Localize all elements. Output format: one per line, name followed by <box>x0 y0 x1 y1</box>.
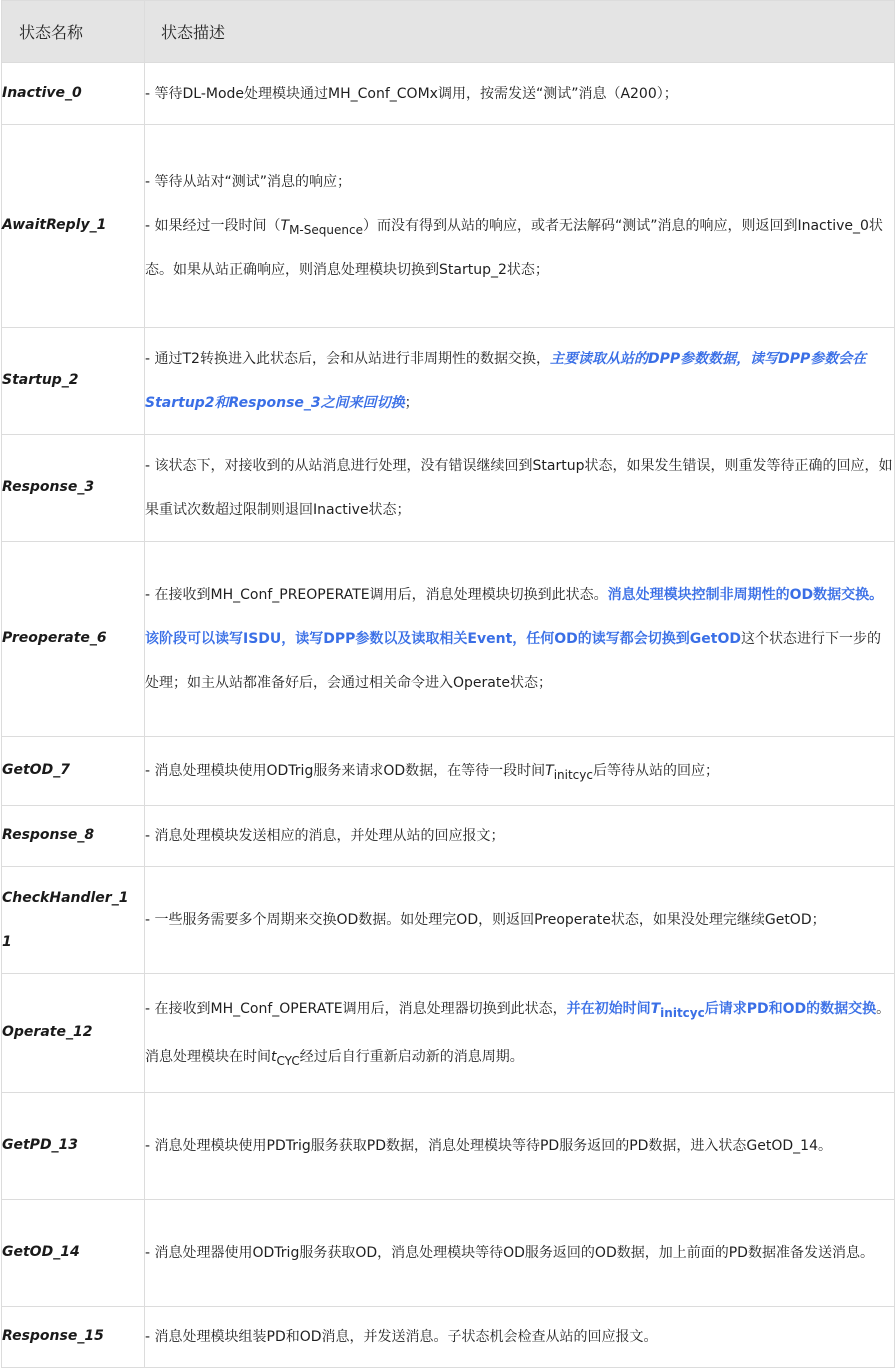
desc-text: - 如果经过一段时间（ <box>145 218 281 234</box>
state-desc: - 消息处理模块组装PD和OD消息，并发送消息。子状态机会检查从站的回应报文。 <box>145 1307 895 1368</box>
state-name: AwaitReply_1 <box>2 125 145 328</box>
table-row <box>2 542 895 737</box>
table-row <box>2 1200 895 1307</box>
subscript: M-Sequence <box>289 223 363 237</box>
desc-text: 这个状态进行下一步的处理；如主从站都准备好后，会通过相关命令进入Operate状态； <box>145 631 881 691</box>
state-name: Response_8 <box>2 806 145 867</box>
state-name: GetPD_13 <box>2 1093 145 1200</box>
state-desc <box>145 328 895 435</box>
state-desc <box>145 125 895 328</box>
state-name: GetOD_7 <box>2 737 145 806</box>
state-desc: - 等待DL-Mode处理模块通过MH_Conf_COMx调用，按需发送“测试”消息（A200）； <box>145 63 895 125</box>
state-desc <box>145 974 895 1093</box>
subscript: initcyc <box>660 1006 705 1020</box>
state-desc: - 消息处理器使用ODTrig服务获取OD，消息处理模块等待OD服务返回的OD数据，加上前面的PD数据准备发送消息。 <box>145 1200 895 1307</box>
state-desc: - 消息处理模块使用PDTrig服务获取PD数据，消息处理模块等待PD服务返回的PD数据，进入状态GetOD_14。 <box>145 1093 895 1200</box>
state-desc: - 该状态下，对接收到的从站消息进行处理，没有错误继续回到Startup状态，如果发生错误，则重发等待正确的回应，如果重试次数超过限制则退回Inactive状态； <box>145 435 895 542</box>
subscript: CYC <box>276 1054 300 1068</box>
state-name: Inactive_0 <box>2 63 145 125</box>
table-row <box>2 1093 895 1200</box>
symbol-T: T <box>650 1001 661 1017</box>
table-row <box>2 867 895 974</box>
state-desc <box>145 737 895 806</box>
state-name: Response_15 <box>2 1307 145 1368</box>
highlight-text: 消息处理模块控制非周期性的OD数据交换。该阶段可以读写ISDU，读写DPP参数以及读取相关Event，任何OD的读写都会切换到GetOD <box>145 587 884 647</box>
desc-text: 经过后自行重新启动新的消息周期。 <box>299 1049 524 1065</box>
state-name: Operate_12 <box>2 974 145 1093</box>
header-row <box>2 1 895 63</box>
state-desc <box>145 542 895 737</box>
table-row <box>2 974 895 1093</box>
desc-text: 。消息处理模块在时间 <box>145 1001 891 1065</box>
desc-text: ； <box>404 395 419 411</box>
highlight-text: 主要读取从站的DPP参数数据，读写DPP参数会在Startup2和Response_3之间来回切换 <box>145 351 867 411</box>
table-row <box>2 328 895 435</box>
table-row <box>2 63 895 125</box>
symbol-T: T <box>280 218 290 234</box>
state-desc: - 一些服务需要多个周期来交换OD数据。如处理完OD，则返回Preoperate状态，如果没处理完继续GetOD； <box>145 867 895 974</box>
symbol-T: T <box>545 763 554 779</box>
desc-text: - 消息处理模块使用ODTrig服务来请求OD数据，在等待一段时间 <box>145 763 546 779</box>
desc-text: ）而没有得到从站的响应，或者无法解码“测试”消息的响应，则返回到Inactive_0状态。如果从站正确响应，则消息处理模块切换到Startup_2状态； <box>145 218 883 278</box>
state-name: GetOD_14 <box>2 1200 145 1307</box>
desc-line: - 等待从站对“测试”消息的响应； <box>145 174 352 190</box>
table-row <box>2 125 895 328</box>
desc-line <box>145 204 894 292</box>
state-name: Response_3 <box>2 435 145 542</box>
subscript: initcyc <box>553 768 593 782</box>
highlight-part: 后请求PD和OD的数据交换 <box>704 1001 877 1017</box>
desc-text: 后等待从站的回应； <box>592 763 719 779</box>
state-table <box>1 0 895 1368</box>
state-name: Startup_2 <box>2 328 145 435</box>
state-desc: - 消息处理模块发送相应的消息，并处理从站的回应报文； <box>145 806 895 867</box>
table-row <box>2 737 895 806</box>
desc-text: - 通过T2转换进入此状态后，会和从站进行非周期性的数据交换， <box>145 351 550 367</box>
highlight-part: 并在初始时间 <box>566 1001 651 1017</box>
header-state-name: 状态名称 <box>2 1 145 63</box>
table-row <box>2 435 895 542</box>
symbol-t: t <box>271 1049 277 1065</box>
state-name: CheckHandler_11 <box>2 867 145 974</box>
desc-text: - 在接收到MH_Conf_PREOPERATE调用后，消息处理模块切换到此状态。 <box>145 587 608 603</box>
highlight-text <box>566 1001 877 1020</box>
header-state-desc: 状态描述 <box>145 1 895 63</box>
desc-text: - 在接收到MH_Conf_OPERATE调用后，消息处理器切换到此状态， <box>145 1001 567 1017</box>
table-row <box>2 1307 895 1368</box>
table-row <box>2 806 895 867</box>
state-name: Preoperate_6 <box>2 542 145 737</box>
